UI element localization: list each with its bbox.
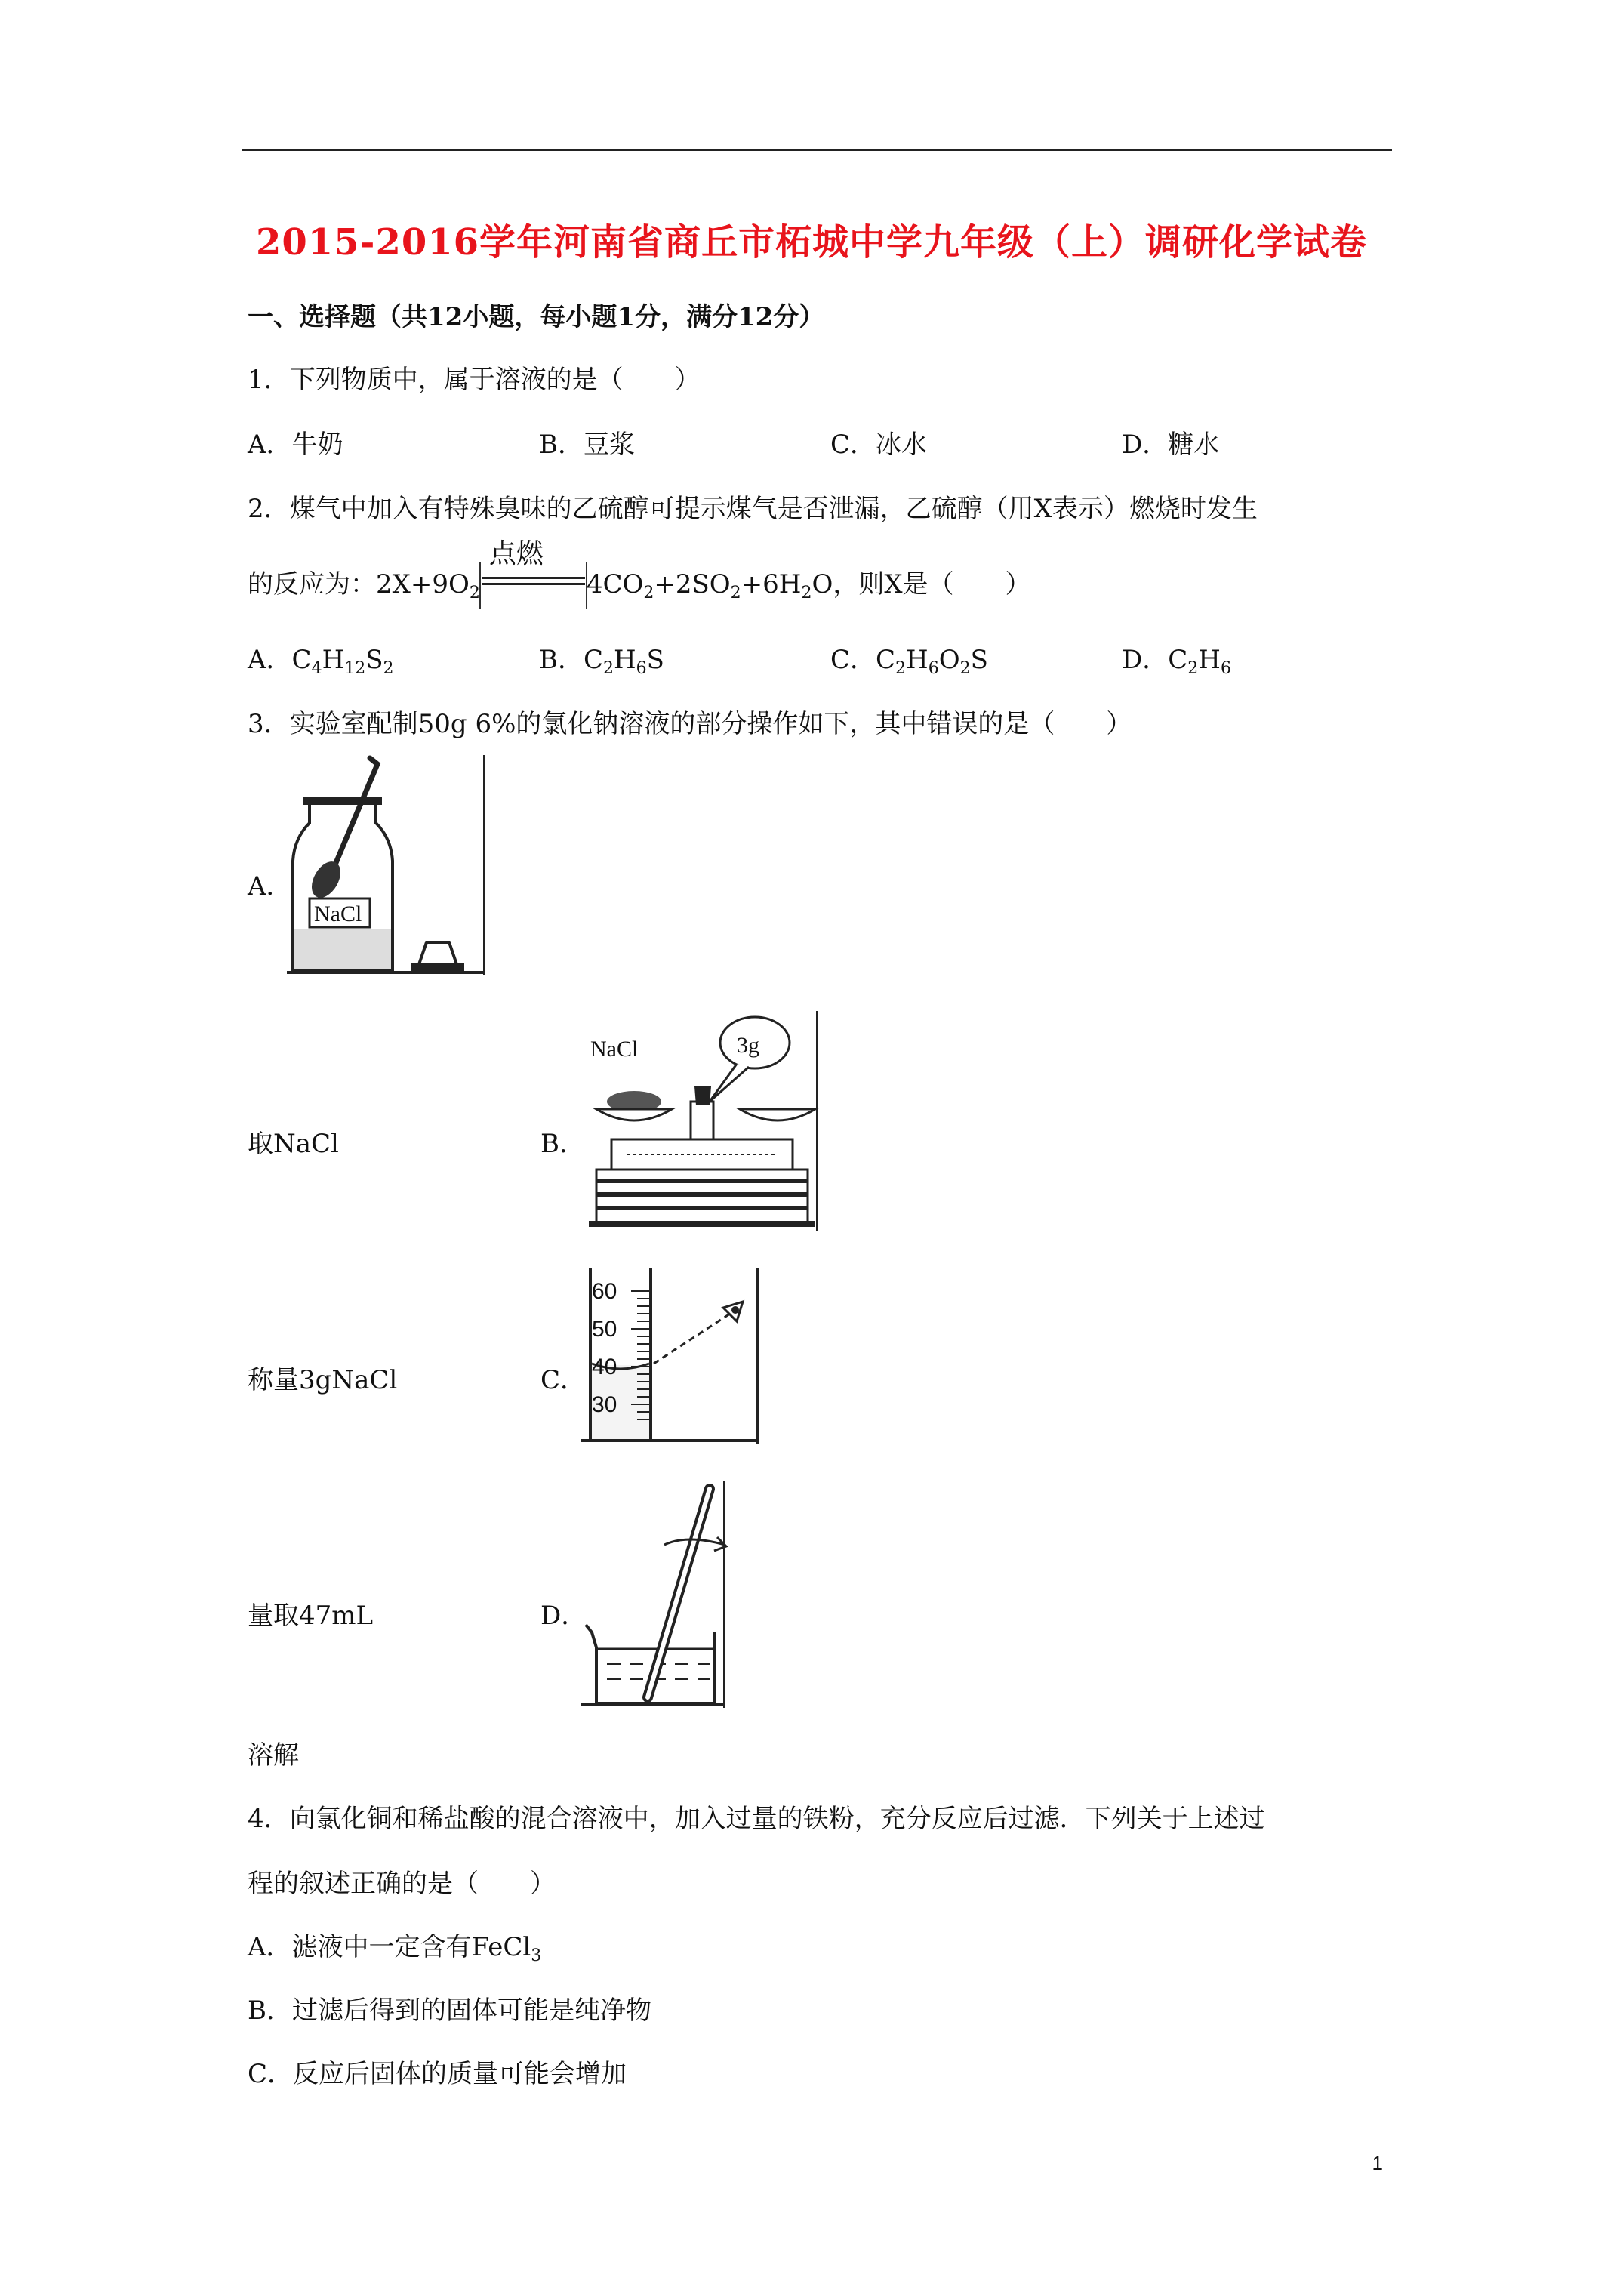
nacl-label: NaCl — [314, 901, 362, 926]
q4-option-a: A．滤液中一定含有FeCl$_3$ — [248, 1932, 542, 1965]
question-2-stem-line1: 2．煤气中加入有特殊臭味的乙硫醇可提示煤气是否泄漏，乙硫醇（用X表示）燃烧时发生 — [248, 494, 1258, 524]
question-1-stem: 1．下列物质中，属于溶液的是（ ） — [248, 365, 701, 395]
q3-option-a-caption: 取NaCl — [248, 1129, 339, 1159]
tick-50: 50 — [592, 1317, 617, 1342]
q4-option-c: C．反应后固体的质量可能会增加 — [248, 2059, 627, 2089]
question-4-stem-line2: 程的叙述正确的是（ ） — [248, 1869, 556, 1899]
question-4-stem-line1: 4．向氯化铜和稀盐酸的混合溶液中，加入过量的铁粉，充分反应后过滤．下列关于上述过 — [248, 1804, 1265, 1834]
nacl-label: NaCl — [590, 1037, 639, 1062]
weight-bubble-label: 3g — [737, 1033, 759, 1058]
condition-label: 点燃 — [488, 538, 544, 569]
question-2-options — [248, 643, 1380, 676]
q3-option-c-label: C． — [540, 1365, 587, 1395]
q4-option-b: B．过滤后得到的固体可能是纯净物 — [248, 1996, 651, 2026]
q3-option-d-label: D． — [540, 1601, 587, 1631]
tick-40: 40 — [592, 1354, 617, 1379]
page-number: 1 — [1372, 2152, 1383, 2174]
q2-option-b: B．$C_2H_6S$ — [539, 645, 664, 678]
tick-60: 60 — [592, 1279, 617, 1304]
equation-left: 的反应为：2X+9O — [248, 569, 470, 599]
q3-option-b-caption: 称量3gNaCl — [248, 1365, 398, 1395]
q3-option-c-caption: 量取47mL — [248, 1601, 374, 1631]
question-2-equation-line: 的反应为：$2X+9O_2$ 点燃 $4CO_2+2SO_2+6H_2O$，则X是（ ） — [248, 568, 1031, 601]
section-heading: 一、选择题（共12小题，每小题1分，满分12分） — [248, 302, 825, 332]
q3-option-d-caption: 溶解 — [248, 1740, 299, 1771]
q2-option-a: A．$C_4H_{12}S_2$ — [248, 645, 394, 678]
tick-30: 30 — [592, 1392, 617, 1417]
figure-weigh-nacl — [581, 1011, 823, 1231]
q2-option-d: D．$C_2H_6$ — [1122, 645, 1231, 678]
page-title: 2015-2016学年河南省商丘市柘城中学九年级（上）调研化学试卷 — [255, 221, 1368, 264]
figure-measure-volume — [581, 1268, 762, 1444]
question-1-options — [248, 428, 1380, 461]
q3-option-a-label: A． — [248, 871, 292, 901]
q1-option-d: D．糖水 — [1122, 430, 1220, 460]
header-rule — [242, 149, 1392, 151]
q2-option-c: C．$C_2H_6O_2S$ — [830, 645, 988, 678]
q1-option-c: C．冰水 — [830, 430, 928, 460]
q1-option-a: A．牛奶 — [248, 430, 343, 460]
figure-dissolve — [581, 1481, 732, 1708]
q1-option-b: B．豆浆 — [539, 430, 635, 460]
q3-option-b-label: B． — [540, 1129, 585, 1159]
reaction-condition — [482, 538, 585, 601]
figure-take-nacl — [287, 755, 498, 975]
question-3-stem: 3．实验室配制50g 6%的氯化钠溶液的部分操作如下，其中错误的是（ ） — [248, 709, 1132, 739]
